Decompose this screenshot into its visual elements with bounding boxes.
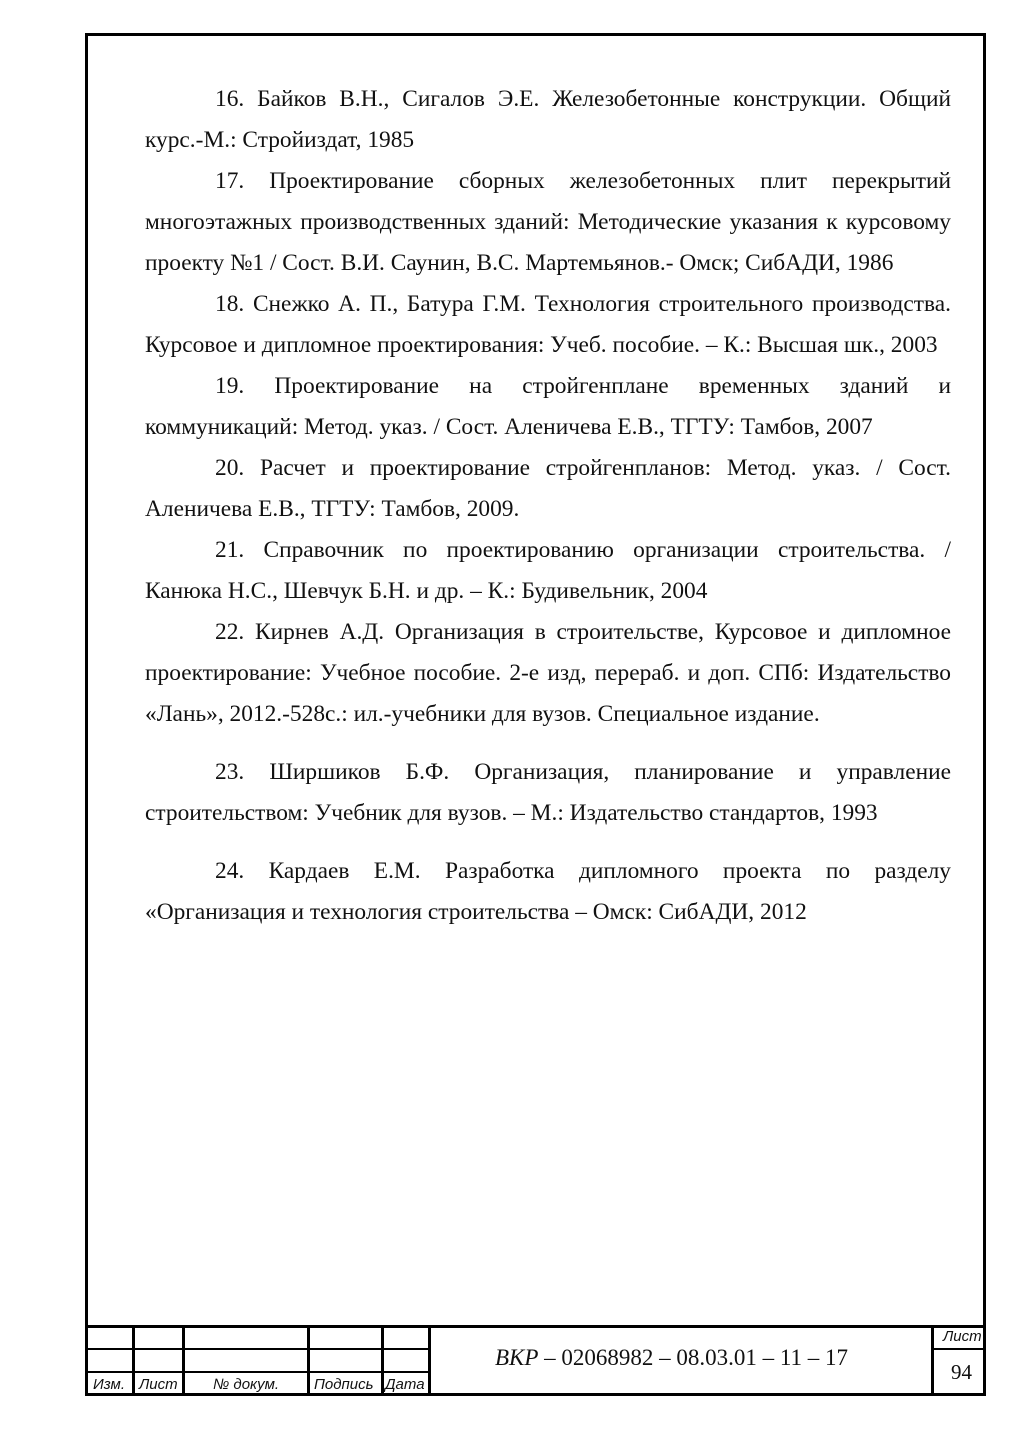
col-date-label: Дата [385, 1376, 425, 1393]
stamp-row-line [85, 1348, 430, 1350]
document-code [495, 1345, 848, 1371]
sheet-number: 94 [951, 1360, 972, 1384]
sheet-label: Лист [943, 1328, 982, 1345]
reference-item: 16. Байков В.Н., Сигалов Э.Е. Железобетонные конструкции. Общий курс.-М.: Стройиздат, 1985 [145, 86, 951, 153]
stamp-col-line [931, 1325, 934, 1396]
reference-item: 19. Проектирование на стройгенплане временных зданий и коммуникаций: Метод. указ. / Сост. Аленичева Е.В., ТГТУ: Тамбов, 2007 [145, 373, 951, 440]
stamp-col-line [132, 1325, 135, 1396]
col-list-label: Лист [139, 1376, 178, 1393]
col-sign-label: Подпись [314, 1376, 374, 1393]
reference-item: 20. Расчет и проектирование стройгенпланов: Метод. указ. / Сост. Аленичева Е.В., ТГТУ: Тамбов, 2009. [145, 455, 951, 522]
reference-item: 21. Справочник по проектированию организации строительства. / Канюка Н.С., Шевчук Б.Н. и др. – К.: Будивельник, 2004 [145, 537, 951, 604]
document-code-prefix: ВКР [495, 1345, 539, 1370]
stamp-col-line [307, 1325, 310, 1396]
sheet-box-line [933, 1348, 986, 1350]
document-code-number: – 02068982 – 08.03.01 – 11 – 17 [538, 1345, 849, 1370]
reference-item: 18. Снежко А. П., Батура Г.М. Технология строительного производства. Курсовое и дипломное проектирования: Учеб. пособие. – К.: Высшая шк., 2003 [145, 291, 951, 358]
col-izm-label: Изм. [93, 1376, 125, 1393]
reference-item: 22. Кирнев А.Д. Организация в строительстве, Курсовое и дипломное проектирование: Учебное пособие. 2-е изд, перераб. и доп. СПб: Издательство «Лань», 2012.-528с.: ил.-учебники для вузов. Специальное издание. [145, 619, 951, 727]
reference-item: 17. Проектирование сборных железобетонных плит перекрытий многоэтажных производственных зданий: Методические указания к курсовому проекту №1 / Сост. В.И. Саунин, В.С. Мартемьянов.- Омск; СибАДИ, 1986 [145, 168, 951, 276]
reference-item: 23. Ширшиков Б.Ф. Организация, планирование и управление строительством: Учебник для вузов. – М.: Издательство стандартов, 1993 [145, 759, 951, 826]
stamp-col-line [381, 1325, 384, 1396]
stamp-col-line [428, 1325, 431, 1396]
stamp-col-line [182, 1325, 185, 1396]
stamp-top-border [85, 1325, 986, 1328]
title-block [85, 1325, 986, 1396]
reference-item: 24. Кардаев Е.М. Разработка дипломного проекта по разделу «Организация и технология строительства – Омск: СибАДИ, 2012 [145, 858, 951, 925]
reference-list [145, 79, 951, 933]
stamp-row-line [85, 1371, 430, 1373]
col-doc-label: № докум. [213, 1376, 280, 1393]
